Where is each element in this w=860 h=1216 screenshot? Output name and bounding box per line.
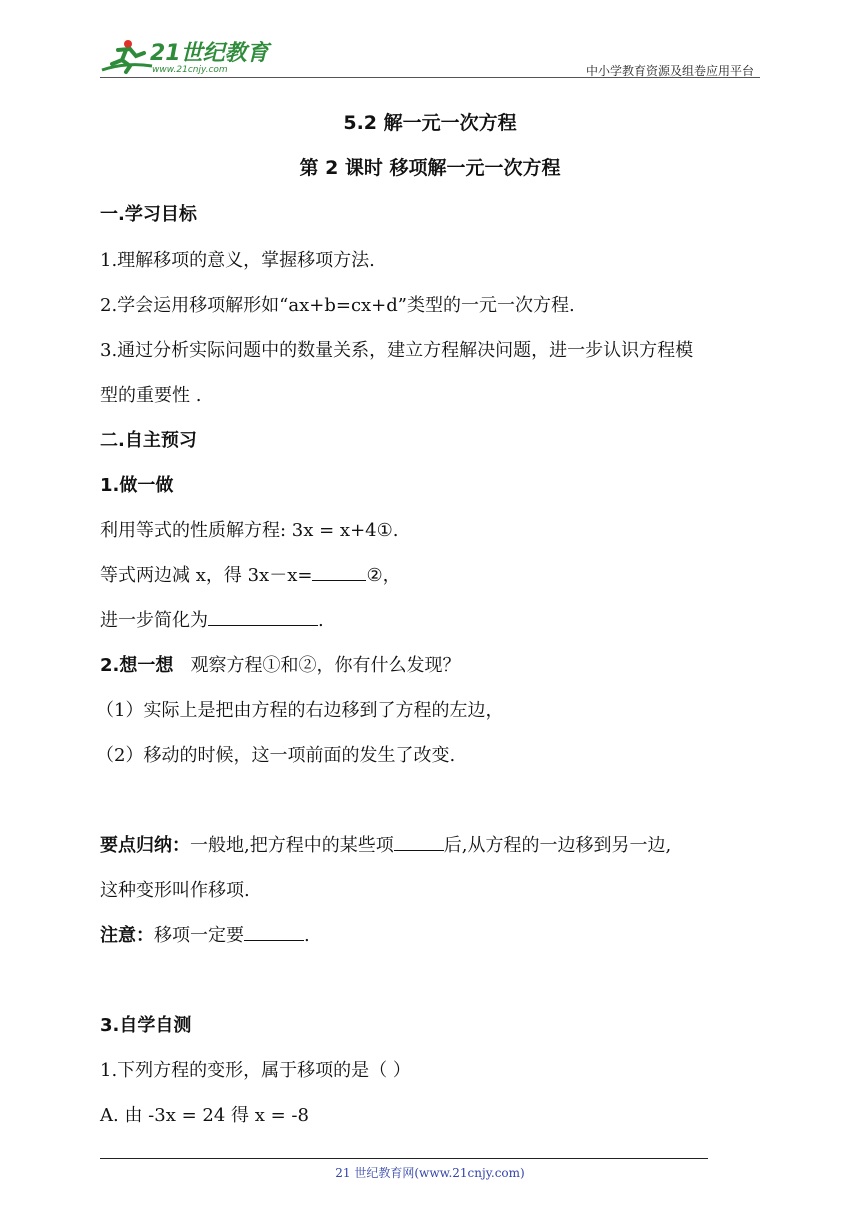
question-item: 1.下列方程的变形，属于移项的是（ ） [100,1060,411,1081]
equation-text: 利用等式的性质解方程: 3x = x+4①. [100,520,399,541]
header-divider [100,77,760,78]
site-logo[interactable] [96,36,269,76]
fill-line-suffix: ②， [366,565,401,586]
key-point-label: 要点归纳： [100,835,190,856]
answer-blank[interactable] [312,562,366,581]
observation-item: （2）移动的时候，这一项前面的发生了改变. [96,745,456,766]
page-header [0,0,860,80]
footer-link[interactable]: 21 世纪教育网(www.21cnjy.com) [335,1166,525,1180]
svg-text:21世纪教育: 21世纪教育 [150,41,269,66]
subsection-think [100,651,461,677]
subsection-self-test: 3.自学自测 [100,1015,192,1036]
objective-item-continued: 型的重要性 . [100,385,202,406]
subsection-think-text: 观察方程①和②，你有什么发现？ [173,655,461,676]
answer-option-a: A. 由 -3x = 24 得 x = -8 [100,1105,309,1126]
subsection-think-label: 2.想一想 [100,655,174,676]
fill-line-suffix: . [318,610,324,631]
section-heading-objectives: 一.学习目标 [100,204,197,225]
lesson-title: 5.2 解一元一次方程 [343,112,517,134]
observation-item: （1）实际上是把由方程的右边移到了方程的左边， [96,700,504,721]
fill-line-simplify [100,606,324,632]
key-point-continued: 这种变形叫作移项. [100,880,250,901]
lesson-subtitle: 第 2 课时 移项解一元一次方程 [299,157,561,179]
note-text: 移项一定要 [154,925,244,946]
answer-blank[interactable] [244,922,304,941]
objective-item: 1.理解移项的意义，掌握移项方法. [100,250,375,271]
answer-blank[interactable] [394,832,444,851]
section-heading-preview: 二.自主预习 [100,430,197,451]
key-point [100,831,671,857]
subsection-try: 1.做一做 [100,475,174,496]
fill-line-prefix: 等式两边减 x，得 3x－x= [100,565,313,586]
svg-text:www.21cnjy.com: www.21cnjy.com [152,65,228,75]
note [100,921,310,947]
answer-blank[interactable] [208,607,318,626]
key-point-text-rest: 后,从方程的一边移到另一边, [443,835,672,856]
runner-logo-icon [96,36,269,76]
platform-tagline: 中小学教育资源及组卷应用平台 [585,64,754,78]
note-label: 注意： [100,925,154,946]
note-suffix: . [304,925,310,946]
objective-item: 2.学会运用移项解形如“ax+b=cx+d”类型的一元一次方程. [100,295,575,316]
objective-item: 3.通过分析实际问题中的数量关系，建立方程解决问题，进一步认识方程模 [100,340,694,361]
footer-divider [100,1158,708,1159]
fill-line-prefix: 进一步简化为 [100,610,208,631]
fill-line-subtract [100,561,401,587]
key-point-text: 一般地,把方程中的某些项 [190,835,394,856]
